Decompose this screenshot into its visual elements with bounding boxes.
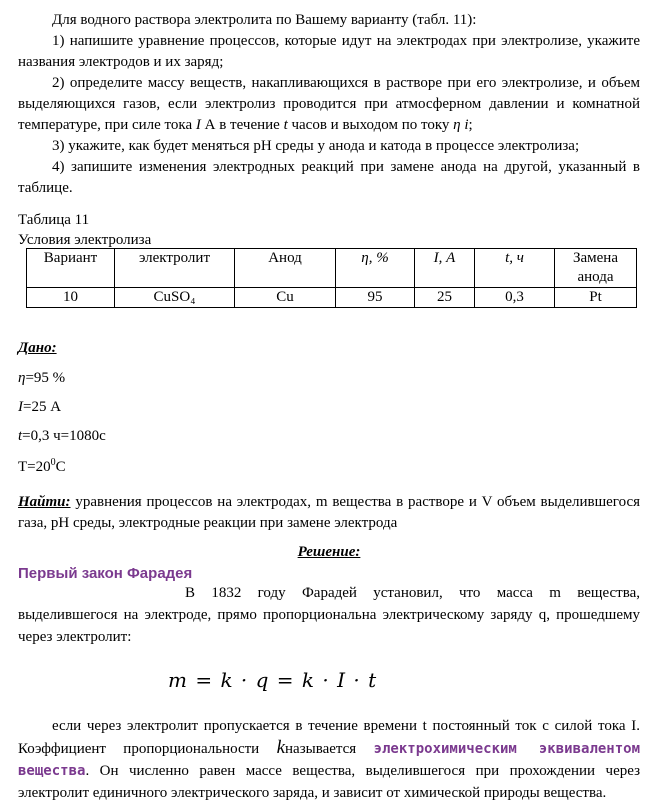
solution-label-block <box>18 542 640 563</box>
task-item-4: 4) запишите изменения электродных реакций при замене анода на другой, указанный в таблице. <box>18 159 640 196</box>
find-label: Найти: <box>18 494 71 510</box>
given-temperature: $T=20^0С$ <box>18 457 66 475</box>
solution-paragraph: если через электролит пропускается в течение времени t постоянный ток с силой тока I. Коэффициент пропорциональности kназывается электрохимическим эквивалентом вещества. Он численно равен массе вещества, выделившегося при прохождении через электролит единичного электрического заряда, и зависит от химической природы вещества. <box>18 718 641 801</box>
cell-electrolyte: CuSO₄ <box>115 288 235 308</box>
cell-variant: 10 <box>27 288 115 308</box>
header-current: I, А <box>415 249 475 288</box>
find-text: уравнения процессов на электродах, m вещества в растворе и V объем выделившегося газа, pH среды, электродные реакции при замене электрода <box>18 494 640 531</box>
header-eta: η, % <box>336 249 415 288</box>
given-time: t=0,3 ч=1080с <box>18 428 106 444</box>
cell-time: 0,3 <box>475 288 555 308</box>
table-caption-block <box>18 210 640 251</box>
cell-current: 25 <box>415 288 475 308</box>
header-time: t, ч <box>475 249 555 288</box>
task-item-1: 1) напишите уравнение процессов, которые идут на электродах при электролизе, укажите названия электродов и их заряд; <box>18 33 640 70</box>
term-electrochemical-equivalent: электрохимическим эквивалентом вещества <box>18 741 641 779</box>
table-row <box>27 288 637 308</box>
table-header-row <box>27 249 637 288</box>
table-title: Условия электролиза <box>18 232 152 248</box>
task-item-2: 2) определите массу веществ, накапливающихся в растворе при его электролизе, и объем выделяющихся газов, если электролиз проводится при атмосферном давлении и комнатной температуре, при силе тока I А в течение t часов и выходом по току η i; <box>18 75 640 133</box>
given-label: Дано: <box>18 340 57 356</box>
conditions-table <box>26 248 637 308</box>
given-eta: η=95 % <box>18 370 66 386</box>
header-electrolyte: электролит <box>115 249 235 288</box>
faraday-law-text: В 1832 году Фарадей установил, что масса m вещества, выделившегося на электроде, прямо пропорциональна электрическому заряду q, прошедшему через электролит: <box>18 585 640 645</box>
header-anode-replace: Замена анода <box>555 249 637 288</box>
cell-eta: 95 <box>336 288 415 308</box>
header-anode: Анод <box>235 249 336 288</box>
conditions-table-wrap <box>18 248 640 308</box>
task-block <box>18 10 640 199</box>
faraday-formula: m = k · q = k · I · t <box>168 668 378 692</box>
faraday-law-title: Первый закон Фарадея <box>18 565 193 582</box>
given-label-block <box>18 338 640 359</box>
task-intro: Для водного раствора электролита по Вашему варианту (табл. 11): <box>52 12 477 28</box>
table-caption: Таблица 11 <box>18 212 90 228</box>
cell-anode-replace: Pt <box>555 288 637 308</box>
cell-anode: Cu <box>235 288 336 308</box>
given-current: I=25 А <box>18 399 62 415</box>
k-symbol: k <box>276 737 286 758</box>
header-variant: Вариант <box>27 249 115 288</box>
find-block <box>18 492 640 534</box>
solution-label: Решение: <box>297 544 361 560</box>
task-item-3: 3) укажите, как будет меняться pH среды у анода и катода в процессе электролиза; <box>52 138 580 154</box>
